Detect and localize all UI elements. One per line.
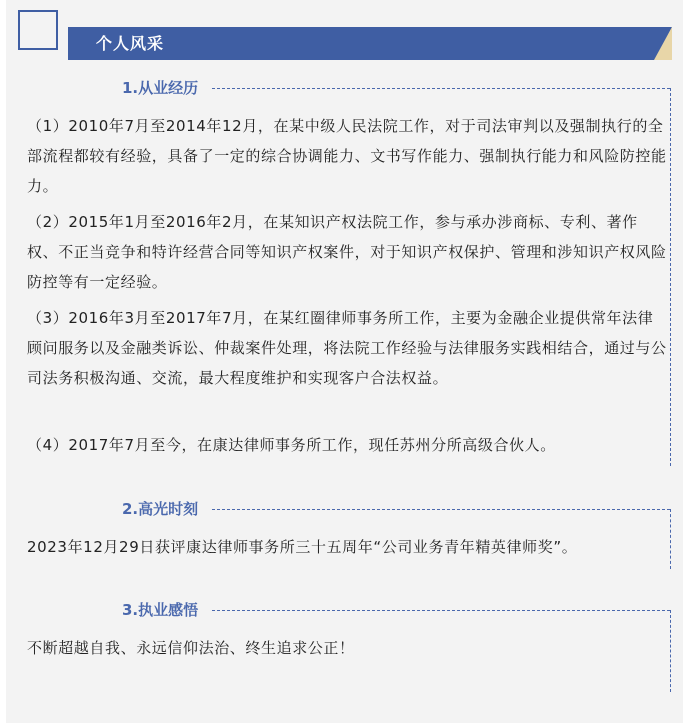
reflection-paragraph: 不断超越自我、永远信仰法治、终生追求公正！ xyxy=(27,639,355,657)
experience-paragraph: （1）2010年7月至2014年12月，在某中级人民法院工作，对于司法审判以及强制执行的全部流程都较有经验，具备了一定的综合协调能力、文书写作能力、强制执行能力和风险防控能力。 xyxy=(27,117,667,195)
section-title-reflection: 3.执业感悟 xyxy=(122,601,199,619)
section-divider-line xyxy=(670,509,671,569)
highlight-paragraph: 2023年12月29日获评康达律师事务所三十五周年“公司业务青年精英律师奖”。 xyxy=(27,538,578,556)
experience-paragraph: （3）2016年3月至2017年7月，在某红圈律师事务所工作，主要为金融企业提供常年法律顾问服务以及金融类诉讼、仲裁案件处理，将法院工作经验与法律服务实践相结合，通过与公司法务积极沟通、交流，最大程度维护和实现客户合法权益。 xyxy=(27,309,667,387)
section-divider-line xyxy=(670,88,671,466)
decorative-square xyxy=(18,10,58,50)
section-title-highlights: 2.高光时刻 xyxy=(122,500,199,518)
section-divider-line xyxy=(212,88,670,89)
section-divider-line xyxy=(212,509,670,510)
section-divider-line xyxy=(670,610,671,692)
section-divider-line xyxy=(212,610,670,611)
experience-paragraph: （4）2017年7月至今，在康达律师事务所工作，现任苏州分所高级合伙人。 xyxy=(27,436,556,454)
experience-paragraph: （2）2015年1月至2016年2月，在某知识产权法院工作，参与承办涉商标、专利、著作权、不正当竞争和特许经营合同等知识产权案件，对于知识产权保护、管理和涉知识产权风险防控等有一定经验。 xyxy=(27,213,667,291)
section-title-experience: 1.从业经历 xyxy=(122,79,199,97)
header-title: 个人风采 xyxy=(96,34,165,53)
